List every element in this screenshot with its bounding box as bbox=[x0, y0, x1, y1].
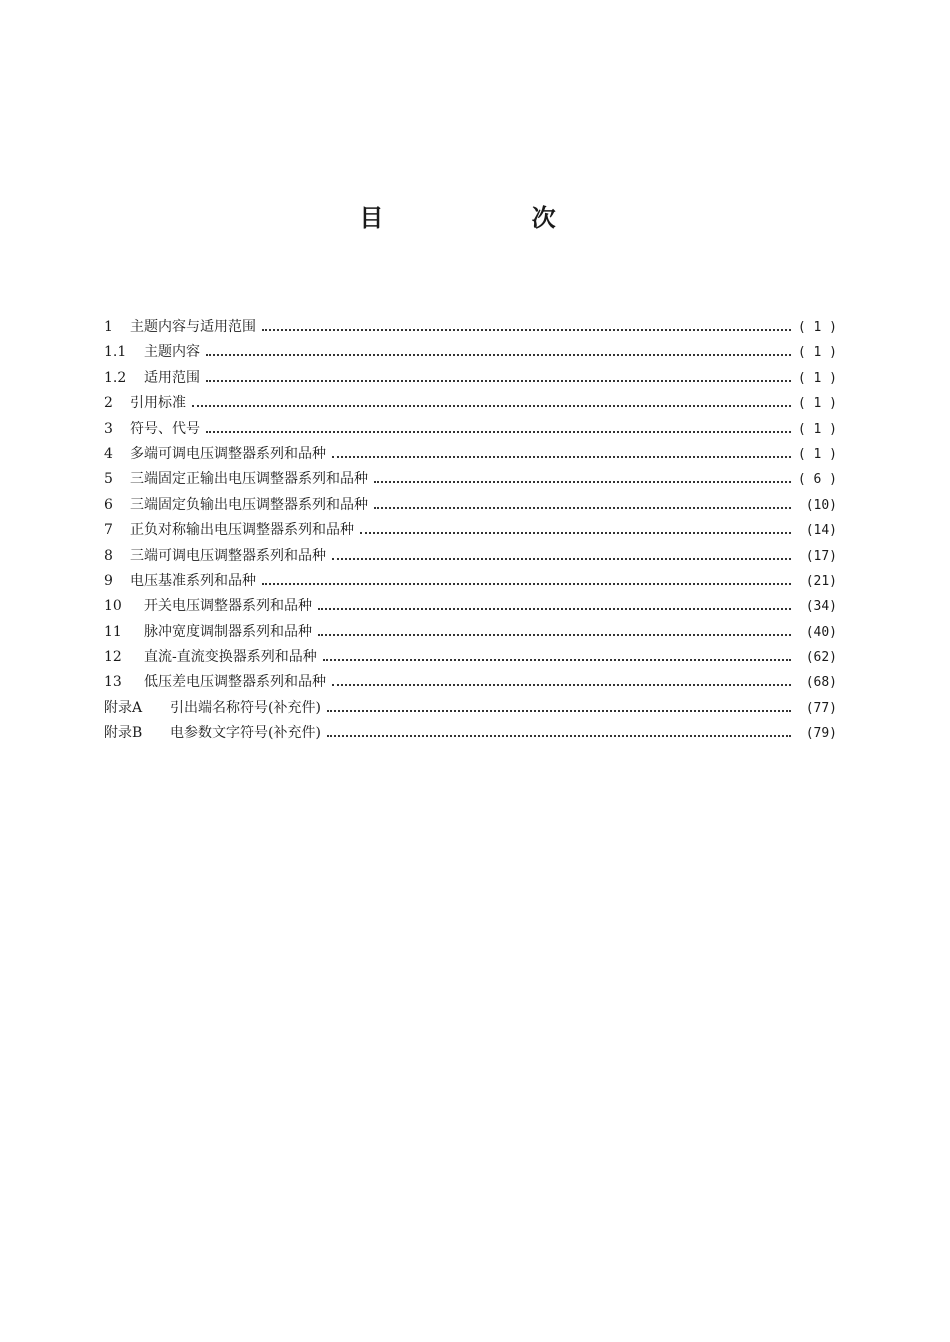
toc-entry bbox=[104, 697, 837, 722]
toc-entry-number: 5 bbox=[104, 471, 113, 488]
toc-entry-title: 多端可调电压调整器系列和品种 bbox=[130, 445, 326, 462]
toc-entry-number: 4 bbox=[104, 445, 113, 462]
dot-leader bbox=[323, 659, 791, 661]
dot-leader bbox=[192, 405, 791, 407]
toc-entry-number: 1 bbox=[104, 319, 113, 335]
toc-entry-page: ( 1 ) bbox=[797, 320, 837, 335]
table-of-contents bbox=[104, 316, 837, 748]
toc-entry-page: (62) bbox=[805, 650, 837, 666]
toc-entry-title: 三端固定正输出电压调整器系列和品种 bbox=[130, 471, 368, 488]
toc-entry-title: 电参数文字符号(补充件) bbox=[170, 725, 321, 742]
toc-entry-title: 符号、代号 bbox=[130, 420, 200, 437]
toc-entry-number: 1.1 bbox=[104, 344, 127, 361]
dot-leader bbox=[262, 583, 791, 585]
dot-leader bbox=[206, 380, 791, 382]
toc-entry-number: 13 bbox=[104, 674, 122, 691]
toc-entry-page: (34) bbox=[805, 599, 837, 615]
toc-entry bbox=[104, 545, 837, 570]
toc-entry-title: 低压差电压调整器系列和品种 bbox=[144, 674, 326, 691]
toc-entry bbox=[104, 316, 837, 341]
toc-entry-title: 电压基准系列和品种 bbox=[130, 572, 256, 589]
toc-entry-title: 直流-直流变换器系列和品种 bbox=[144, 649, 317, 666]
dot-leader bbox=[318, 608, 791, 610]
toc-entry-page: (77) bbox=[805, 700, 837, 716]
toc-entry bbox=[104, 621, 837, 646]
dot-leader bbox=[206, 431, 791, 433]
toc-entry bbox=[104, 595, 837, 620]
dot-leader bbox=[332, 456, 791, 458]
toc-entry bbox=[104, 468, 837, 493]
dot-leader bbox=[374, 481, 791, 483]
toc-entry bbox=[104, 519, 837, 544]
dot-leader bbox=[360, 532, 791, 534]
toc-entry bbox=[104, 646, 837, 671]
toc-entry-page: (17) bbox=[805, 548, 837, 564]
dot-leader bbox=[374, 507, 791, 509]
toc-entry-number: 附录A bbox=[104, 699, 143, 716]
toc-entry-number: 附录B bbox=[104, 725, 143, 742]
toc-entry-title: 三端固定负输出电压调整器系列和品种 bbox=[130, 496, 368, 513]
toc-entry-number: 9 bbox=[104, 572, 113, 589]
toc-entry-title: 三端可调电压调整器系列和品种 bbox=[130, 547, 326, 564]
toc-entry-page: (21) bbox=[805, 573, 837, 589]
toc-entry-title: 主题内容 bbox=[144, 344, 200, 361]
toc-entry-page: ( 1 ) bbox=[797, 396, 837, 412]
toc-entry-number: 10 bbox=[104, 598, 122, 615]
dot-leader bbox=[318, 634, 791, 636]
dot-leader bbox=[206, 354, 791, 356]
page-title: 目 次 bbox=[359, 204, 626, 232]
toc-entry-page: ( 1 ) bbox=[797, 370, 837, 386]
toc-entry-number: 2 bbox=[104, 395, 113, 412]
toc-entry bbox=[104, 392, 837, 417]
toc-entry bbox=[104, 443, 837, 468]
toc-entry bbox=[104, 341, 837, 366]
toc-entry bbox=[104, 367, 837, 392]
toc-entry-page: (68) bbox=[805, 675, 837, 691]
toc-entry-number: 8 bbox=[104, 547, 113, 564]
dot-leader bbox=[327, 710, 791, 712]
toc-entry-page: ( 1 ) bbox=[797, 421, 837, 437]
toc-entry-title: 适用范围 bbox=[144, 369, 200, 386]
toc-entry-title: 正负对称输出电压调整器系列和品种 bbox=[130, 522, 354, 539]
toc-entry-page: ( 1 ) bbox=[797, 345, 837, 361]
toc-entry-number: 6 bbox=[104, 496, 113, 513]
toc-entry-number: 11 bbox=[104, 623, 122, 640]
toc-entry-page: (40) bbox=[805, 624, 837, 640]
toc-entry bbox=[104, 570, 837, 595]
toc-entry-page: ( 6 ) bbox=[797, 472, 837, 488]
toc-entry-number: 7 bbox=[104, 522, 113, 539]
toc-entry-title: 开关电压调整器系列和品种 bbox=[144, 598, 312, 615]
toc-entry bbox=[104, 418, 837, 443]
toc-entry bbox=[104, 494, 837, 519]
toc-entry-page: (79) bbox=[805, 726, 837, 742]
toc-entry bbox=[104, 722, 837, 747]
toc-entry-page: (10) bbox=[805, 497, 837, 513]
dot-leader bbox=[332, 558, 791, 560]
toc-entry-number: 1.2 bbox=[104, 369, 127, 386]
dot-leader bbox=[262, 329, 791, 331]
dot-leader bbox=[327, 735, 791, 737]
toc-entry-page: (14) bbox=[805, 523, 837, 539]
toc-entry-title: 脉冲宽度调制器系列和品种 bbox=[144, 623, 312, 640]
toc-entry-title: 引用标准 bbox=[130, 395, 186, 412]
toc-entry bbox=[104, 671, 837, 696]
toc-entry-title: 主题内容与适用范围 bbox=[130, 319, 256, 335]
toc-entry-number: 12 bbox=[104, 649, 122, 666]
toc-entry-title: 引出端名称符号(补充件) bbox=[170, 699, 321, 716]
dot-leader bbox=[332, 684, 791, 686]
toc-entry-page: ( 1 ) bbox=[797, 446, 837, 462]
toc-entry-number: 3 bbox=[104, 420, 113, 437]
